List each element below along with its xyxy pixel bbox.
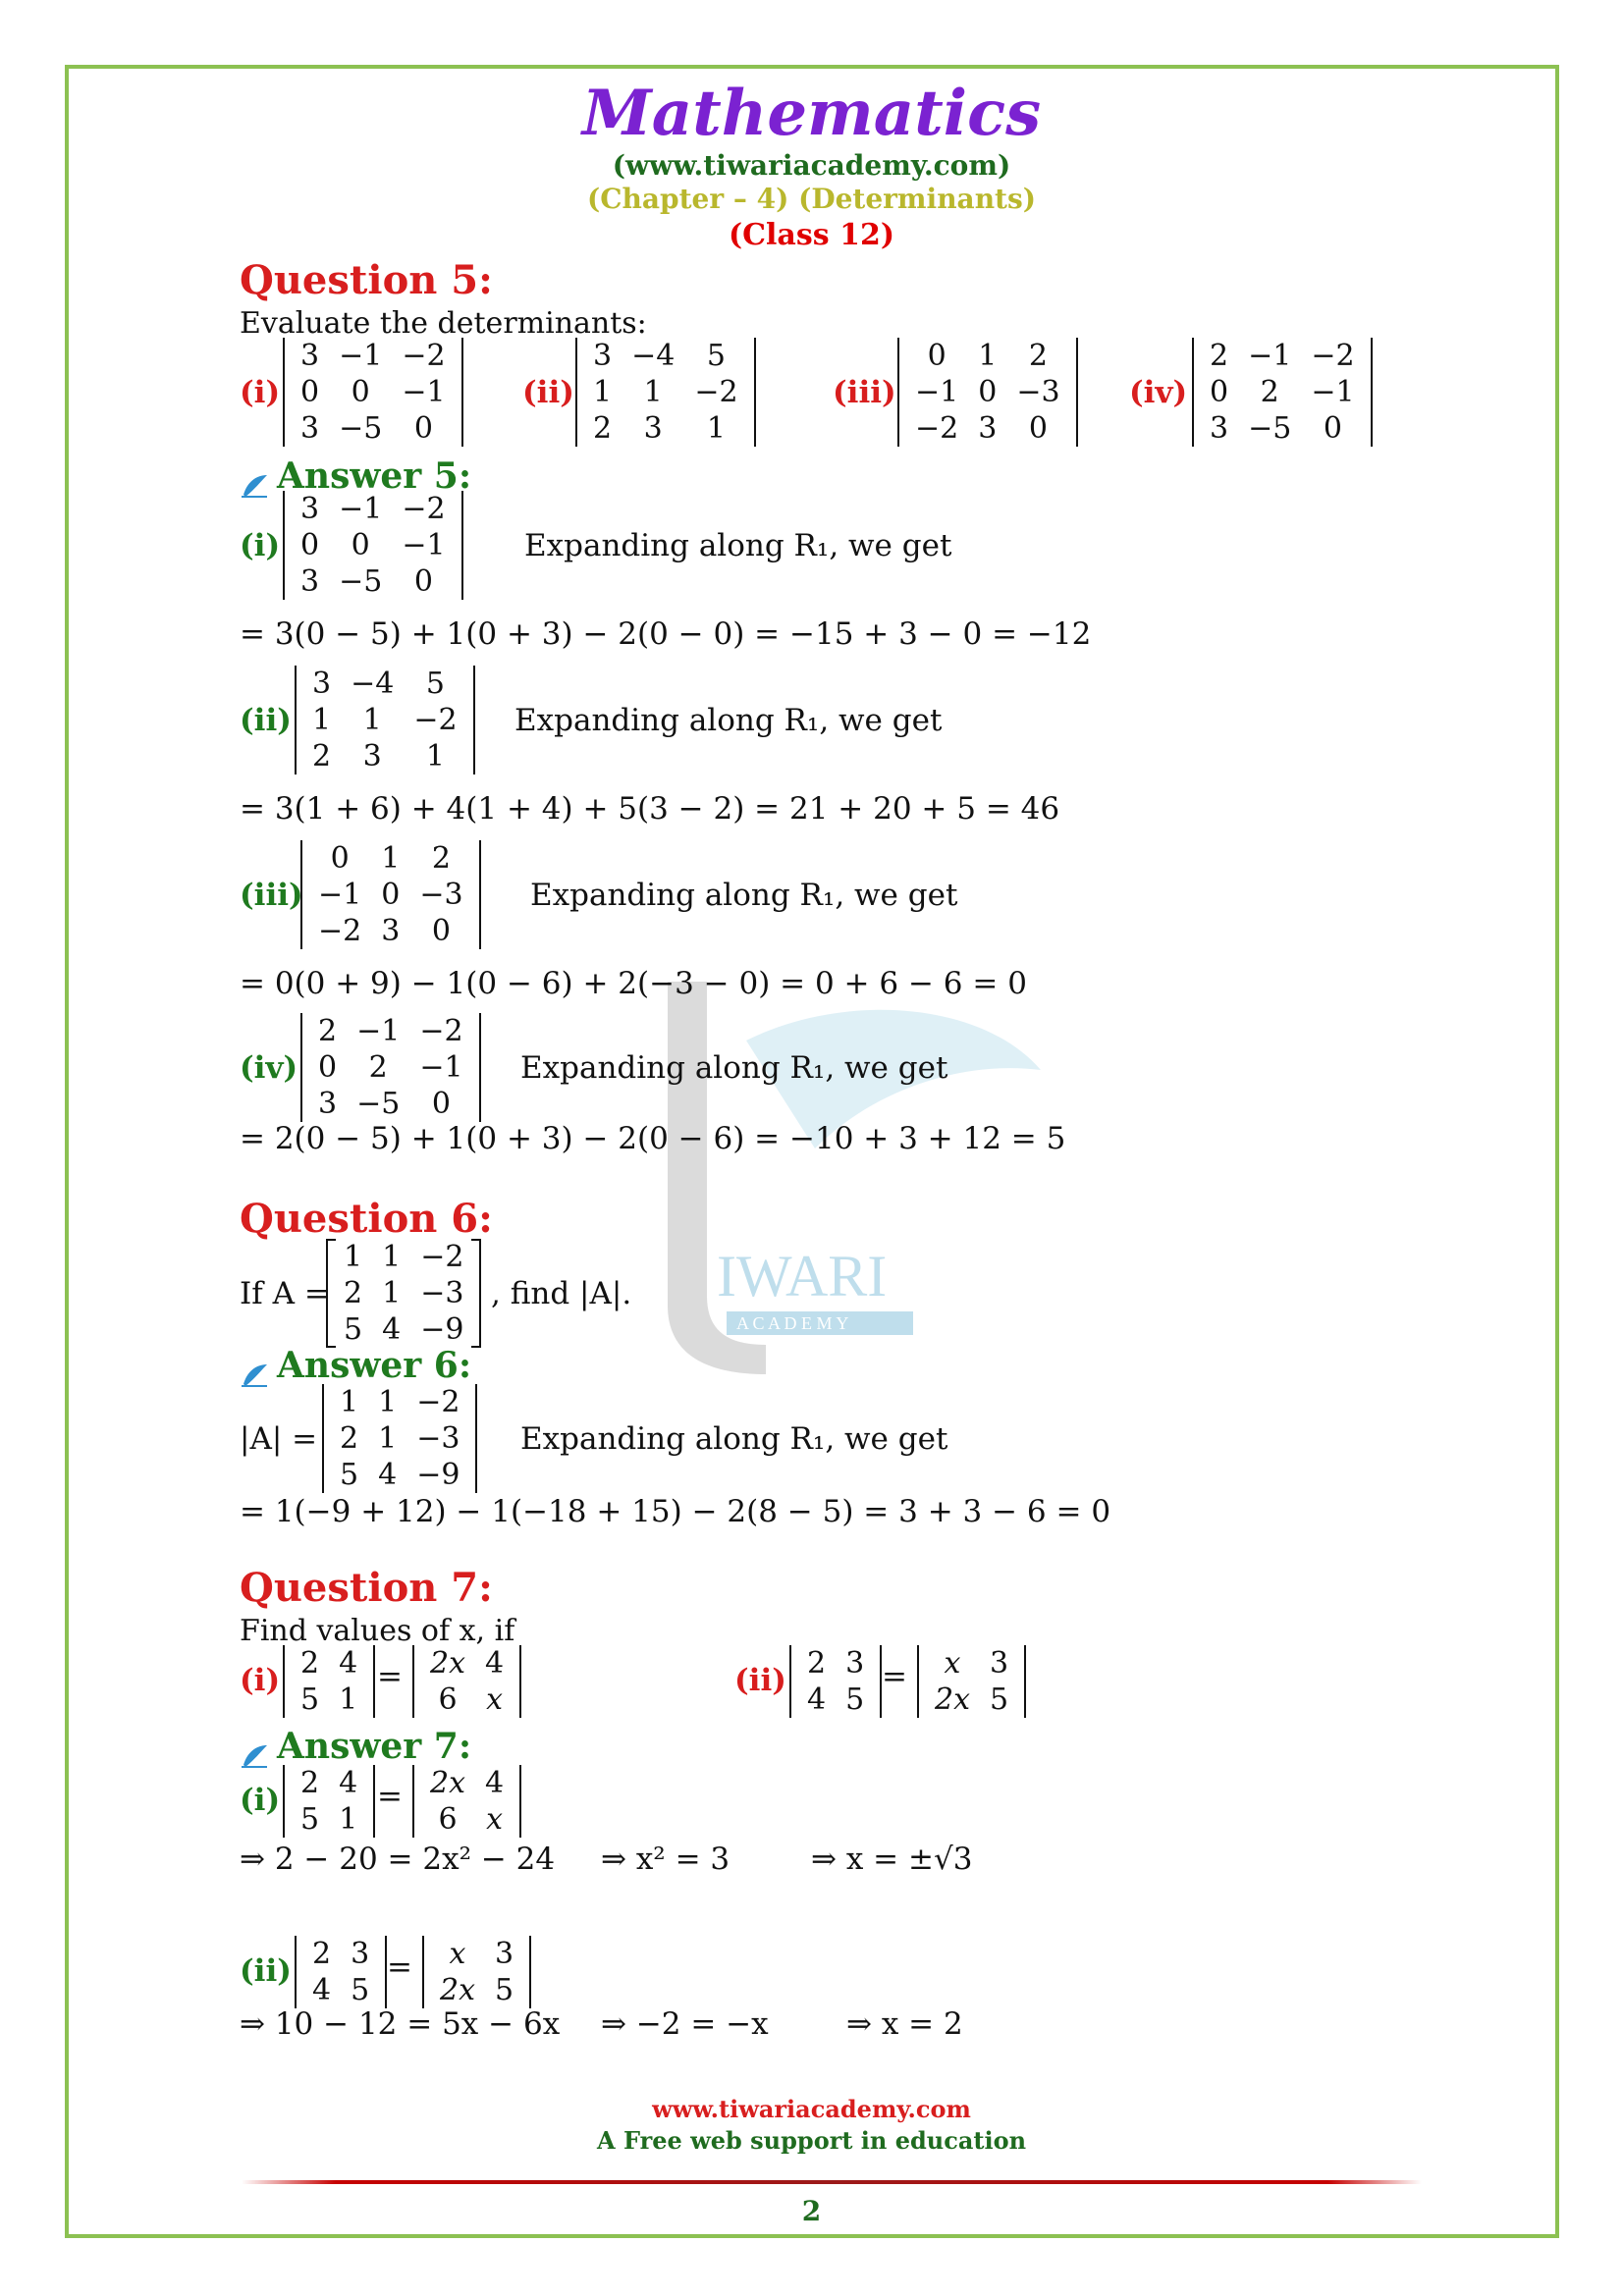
matrix-cell: 5 xyxy=(351,1973,370,2007)
matrix-cell: 3 xyxy=(381,914,401,948)
matrix-cell: 4 xyxy=(312,1973,332,2007)
q7-label-i: (i) xyxy=(240,1663,281,1698)
matrix-cell: 0 xyxy=(1210,375,1229,409)
matrix-cell: 0 xyxy=(381,878,401,912)
matrix-row xyxy=(291,527,456,563)
matrix-cell: −2 xyxy=(1311,339,1355,373)
matrix-cell: 1 xyxy=(362,703,382,737)
matrix-row xyxy=(797,1682,874,1718)
matrix-cell: −2 xyxy=(694,375,738,409)
matrix-cell: 0 xyxy=(927,339,947,373)
matrix-cell: −5 xyxy=(356,1087,401,1121)
matrix-cell: −2 xyxy=(402,339,446,373)
a7-label-ii: (ii) xyxy=(240,1953,292,1989)
matrix-cell: 5 xyxy=(300,1682,320,1717)
page-number: 2 xyxy=(801,2195,822,2227)
answer-5-label: Answer 5: xyxy=(277,455,472,497)
matrix-row xyxy=(291,1645,367,1682)
matrix-row xyxy=(291,1765,367,1801)
a7-i-step-3: ⇒ x = ±√3 xyxy=(811,1842,973,1877)
matrix-cell: 0 xyxy=(300,375,320,409)
a7-ii-left-determinant xyxy=(295,1936,387,2008)
matrix-cell: 3 xyxy=(300,339,320,373)
q7-ii-left-determinant xyxy=(789,1645,882,1718)
matrix-row xyxy=(291,338,456,374)
matrix-cell: 0 xyxy=(300,528,320,562)
matrix-row xyxy=(1200,338,1365,374)
matrix-cell: 3 xyxy=(318,1087,338,1121)
matrix-cell: 2 xyxy=(1260,375,1279,409)
q6-prefix: If A = xyxy=(240,1276,330,1311)
matrix-cell: 1 xyxy=(344,1240,363,1274)
matrix-cell: 1 xyxy=(643,375,663,409)
a7-i-step-2: ⇒ x² = 3 xyxy=(601,1842,730,1877)
matrix-cell: 1 xyxy=(312,703,332,737)
matrix-cell: 2 xyxy=(1028,339,1048,373)
matrix-cell: −1 xyxy=(402,528,446,562)
matrix-cell: x xyxy=(486,1802,504,1837)
matrix-cell: 0 xyxy=(1028,411,1048,446)
a7-i-right-determinant xyxy=(412,1765,521,1838)
matrix-row xyxy=(420,1682,514,1718)
matrix-cell: −4 xyxy=(631,339,676,373)
matrix-cell: −9 xyxy=(420,1312,464,1347)
matrix-cell: 1 xyxy=(382,1240,402,1274)
answer-7-heading xyxy=(240,1726,471,1767)
a5-label-iv: (iv) xyxy=(240,1050,298,1086)
matrix-row xyxy=(420,1801,514,1838)
matrix-cell: 2 xyxy=(368,1050,388,1085)
matrix-row xyxy=(420,1765,514,1801)
matrix-cell: 0 xyxy=(330,841,350,876)
matrix-cell: −2 xyxy=(419,1014,463,1048)
matrix-cell: 2 xyxy=(593,411,613,446)
matrix-cell: −1 xyxy=(339,339,383,373)
matrix-cell: 4 xyxy=(382,1312,402,1347)
matrix-cell: 3 xyxy=(300,564,320,599)
a5-determinant-iii xyxy=(300,840,481,949)
matrix-cell: −1 xyxy=(1248,339,1292,373)
matrix-row xyxy=(302,1972,379,2008)
matrix-row xyxy=(291,374,456,410)
q7-prompt: Find values of x, if xyxy=(240,1614,515,1648)
matrix-cell: 2 xyxy=(300,1646,320,1681)
a5-label-iii: (iii) xyxy=(240,878,303,913)
matrix-cell: −1 xyxy=(356,1014,401,1048)
q6-suffix: , find |A|. xyxy=(491,1276,632,1311)
q5-label-iv: (iv) xyxy=(1129,375,1188,410)
matrix-cell: −1 xyxy=(419,1050,463,1085)
a5-result-iv: = 2(0 − 5) + 1(0 + 3) − 2(0 − 6) = −10 + 3 + 12 = 5 xyxy=(240,1121,1066,1156)
matrix-cell: −1 xyxy=(402,375,446,409)
a5-expand-ii: Expanding along R₁, we get xyxy=(514,703,943,738)
question-5-prompt: Evaluate the determinants: xyxy=(240,306,647,341)
matrix-cell: 3 xyxy=(593,339,613,373)
matrix-cell: 3 xyxy=(351,1937,370,1971)
matrix-row xyxy=(334,1311,473,1348)
a7-i-left-determinant xyxy=(283,1765,375,1838)
matrix-cell: 0 xyxy=(351,528,370,562)
matrix-cell: −1 xyxy=(1311,375,1355,409)
page-title: Mathematics xyxy=(581,77,1042,150)
a5-label-i: (i) xyxy=(240,528,281,563)
matrix-cell: 1 xyxy=(382,1276,402,1310)
matrix-cell: 2 xyxy=(807,1646,827,1681)
answer-6-heading xyxy=(240,1345,471,1386)
matrix-cell: 4 xyxy=(485,1646,505,1681)
matrix-cell: −1 xyxy=(339,492,383,526)
watermark-sub: A C A D E M Y xyxy=(736,1313,849,1333)
q5-determinant-i xyxy=(283,338,463,447)
matrix-cell: 2 xyxy=(318,1014,338,1048)
matrix-cell: −2 xyxy=(402,492,446,526)
matrix-cell: 1 xyxy=(593,375,613,409)
matrix-cell: 1 xyxy=(378,1421,398,1456)
matrix-cell: 3 xyxy=(495,1937,514,1971)
matrix-cell: 2 xyxy=(1210,339,1229,373)
matrix-row xyxy=(905,410,1070,447)
matrix-row xyxy=(1200,374,1365,410)
matrix-row xyxy=(308,1086,473,1122)
matrix-cell: 1 xyxy=(339,1802,358,1837)
question-5-heading: Question 5: xyxy=(240,257,493,303)
q7-i-left-determinant xyxy=(283,1645,375,1718)
matrix-cell: 3 xyxy=(643,411,663,446)
matrix-cell: 1 xyxy=(381,841,401,876)
a5-label-ii: (ii) xyxy=(240,703,292,738)
matrix-cell: −9 xyxy=(416,1458,460,1492)
a5-expand-i: Expanding along R₁, we get xyxy=(524,528,952,563)
matrix-row xyxy=(334,1275,473,1311)
q6-matrix-a xyxy=(326,1239,481,1348)
matrix-row xyxy=(308,877,473,913)
matrix-row xyxy=(1200,410,1365,447)
matrix-row xyxy=(308,1013,473,1049)
a7-label-i: (i) xyxy=(240,1783,281,1818)
pen-icon xyxy=(240,1736,269,1762)
tiwari-academy-watermark xyxy=(628,982,1041,1394)
question-6-heading: Question 6: xyxy=(240,1196,493,1242)
matrix-row xyxy=(291,1801,367,1838)
answer-6-label: Answer 6: xyxy=(277,1345,472,1386)
matrix-row xyxy=(291,1682,367,1718)
q7-i-right-determinant xyxy=(412,1645,521,1718)
matrix-cell: 3 xyxy=(990,1646,1009,1681)
matrix-cell: 5 xyxy=(990,1682,1009,1717)
a6-determinant xyxy=(322,1384,477,1493)
matrix-row xyxy=(905,338,1070,374)
a5-expand-iii: Expanding along R₁, we get xyxy=(530,878,958,913)
q5-determinant-iv xyxy=(1192,338,1373,447)
q7-label-ii: (ii) xyxy=(734,1663,786,1698)
matrix-cell: 2x xyxy=(430,1646,466,1681)
matrix-cell: 5 xyxy=(495,1973,514,2007)
matrix-cell: 5 xyxy=(425,667,445,701)
matrix-row xyxy=(330,1384,469,1420)
matrix-cell: 3 xyxy=(300,492,320,526)
matrix-cell: 0 xyxy=(978,375,998,409)
q7-ii-equals: = xyxy=(882,1659,907,1694)
matrix-row xyxy=(583,374,748,410)
footer-divider xyxy=(242,2180,1422,2184)
matrix-cell: 4 xyxy=(807,1682,827,1717)
q5-label-ii: (ii) xyxy=(522,375,574,410)
matrix-row xyxy=(302,702,467,738)
q5-determinant-iii xyxy=(897,338,1078,447)
matrix-cell: 0 xyxy=(318,1050,338,1085)
matrix-cell: 0 xyxy=(351,375,370,409)
matrix-cell: −2 xyxy=(318,914,362,948)
a7-ii-right-determinant xyxy=(422,1936,531,2008)
a5-result-iii: = 0(0 + 9) − 1(0 − 6) + 2(−3 − 0) = 0 + 6 − 6 = 0 xyxy=(240,966,1027,1001)
matrix-cell: 2 xyxy=(312,1937,332,1971)
a5-expand-iv: Expanding along R₁, we get xyxy=(520,1050,948,1086)
matrix-cell: −3 xyxy=(416,1421,460,1456)
matrix-row xyxy=(302,1936,379,1972)
matrix-row xyxy=(430,1972,523,2008)
matrix-cell: −1 xyxy=(915,375,959,409)
answer-7-label: Answer 7: xyxy=(277,1726,472,1767)
pen-icon xyxy=(240,1356,269,1381)
watermark-text: IWARI xyxy=(717,1244,888,1308)
matrix-row xyxy=(291,410,456,447)
a6-prefix: |A| = xyxy=(240,1421,318,1457)
matrix-cell: 0 xyxy=(413,564,433,599)
matrix-cell: 5 xyxy=(845,1682,865,1717)
matrix-cell: 1 xyxy=(339,1682,358,1717)
matrix-cell: 3 xyxy=(362,739,382,774)
matrix-row xyxy=(308,913,473,949)
matrix-cell: 2 xyxy=(344,1276,363,1310)
matrix-row xyxy=(330,1420,469,1457)
a5-determinant-i xyxy=(283,491,463,600)
matrix-cell: −5 xyxy=(339,564,383,599)
matrix-cell: 2x xyxy=(935,1682,971,1717)
matrix-row xyxy=(330,1457,469,1493)
matrix-row xyxy=(302,738,467,774)
a6-result: = 1(−9 + 12) − 1(−18 + 15) − 2(8 − 5) = 3 + 3 − 6 = 0 xyxy=(240,1494,1111,1529)
matrix-cell: 5 xyxy=(344,1312,363,1347)
matrix-cell: 3 xyxy=(312,667,332,701)
matrix-row xyxy=(925,1645,1018,1682)
matrix-cell: −2 xyxy=(915,411,959,446)
question-7-heading: Question 7: xyxy=(240,1565,493,1611)
matrix-cell: −2 xyxy=(413,703,458,737)
a5-result-i: = 3(0 − 5) + 1(0 + 3) − 2(0 − 0) = −15 + 3 − 0 = −12 xyxy=(240,616,1092,652)
matrix-row xyxy=(797,1645,874,1682)
matrix-cell: x xyxy=(486,1682,504,1717)
matrix-row xyxy=(302,666,467,702)
matrix-cell: 0 xyxy=(1323,411,1342,446)
a7-i-step-1: ⇒ 2 − 20 = 2x² − 24 xyxy=(240,1842,556,1877)
header-chapter: (Chapter – 4) (Determinants) xyxy=(587,183,1036,215)
matrix-row xyxy=(925,1682,1018,1718)
matrix-cell: −3 xyxy=(1016,375,1060,409)
matrix-cell: 3 xyxy=(300,411,320,446)
footer-tagline: A Free web support in education xyxy=(596,2126,1027,2155)
matrix-cell: 3 xyxy=(1210,411,1229,446)
a7-ii-equals: = xyxy=(387,1949,412,1985)
matrix-cell: 4 xyxy=(485,1766,505,1800)
matrix-row xyxy=(583,338,748,374)
matrix-cell: 1 xyxy=(706,411,726,446)
matrix-cell: 4 xyxy=(339,1646,358,1681)
header-site: (www.tiwariacademy.com) xyxy=(612,149,1011,182)
a6-expand: Expanding along R₁, we get xyxy=(520,1421,948,1457)
matrix-cell: 1 xyxy=(425,739,445,774)
a5-determinant-ii xyxy=(295,666,475,774)
matrix-cell: 5 xyxy=(340,1458,359,1492)
matrix-row xyxy=(430,1936,523,1972)
q5-determinant-ii xyxy=(575,338,756,447)
matrix-cell: 4 xyxy=(339,1766,358,1800)
matrix-row xyxy=(291,491,456,527)
q5-label-iii: (iii) xyxy=(833,375,896,410)
matrix-cell: −4 xyxy=(351,667,395,701)
matrix-cell: 0 xyxy=(413,411,433,446)
matrix-cell: −5 xyxy=(339,411,383,446)
matrix-cell: 0 xyxy=(431,1087,451,1121)
matrix-cell: −2 xyxy=(420,1240,464,1274)
matrix-row xyxy=(905,374,1070,410)
matrix-cell: x xyxy=(449,1937,466,1971)
matrix-row xyxy=(308,840,473,877)
matrix-cell: x xyxy=(944,1646,961,1681)
matrix-cell: −5 xyxy=(1248,411,1292,446)
matrix-cell: 3 xyxy=(978,411,998,446)
matrix-row xyxy=(308,1049,473,1086)
matrix-cell: 5 xyxy=(300,1802,320,1837)
q7-i-equals: = xyxy=(377,1659,403,1694)
q5-label-i: (i) xyxy=(240,375,281,410)
matrix-cell: 2 xyxy=(312,739,332,774)
matrix-row xyxy=(420,1645,514,1682)
matrix-row xyxy=(583,410,748,447)
matrix-cell: 2 xyxy=(300,1766,320,1800)
matrix-cell: 1 xyxy=(378,1385,398,1419)
matrix-row xyxy=(291,563,456,600)
footer-site-link[interactable]: www.tiwariacademy.com xyxy=(652,2095,971,2123)
matrix-cell: 2 xyxy=(340,1421,359,1456)
a7-ii-step-2: ⇒ −2 = −x xyxy=(601,2006,769,2042)
a7-ii-step-3: ⇒ x = 2 xyxy=(846,2006,963,2042)
matrix-cell: 5 xyxy=(706,339,726,373)
a5-result-ii: = 3(1 + 6) + 4(1 + 4) + 5(3 − 2) = 21 + 20 + 5 = 46 xyxy=(240,791,1060,827)
matrix-cell: 6 xyxy=(438,1682,458,1717)
matrix-row xyxy=(334,1239,473,1275)
matrix-cell: 3 xyxy=(845,1646,865,1681)
q7-ii-right-determinant xyxy=(917,1645,1026,1718)
matrix-cell: −1 xyxy=(318,878,362,912)
matrix-cell: 2x xyxy=(430,1766,466,1800)
a5-determinant-iv xyxy=(300,1013,481,1122)
matrix-cell: −2 xyxy=(416,1385,460,1419)
matrix-cell: −3 xyxy=(420,1276,464,1310)
matrix-cell: 2x xyxy=(440,1973,476,2007)
header-class: (Class 12) xyxy=(728,218,895,252)
matrix-cell: 4 xyxy=(378,1458,398,1492)
pen-icon xyxy=(240,466,269,492)
matrix-cell: −3 xyxy=(419,878,463,912)
matrix-cell: 6 xyxy=(438,1802,458,1837)
matrix-cell: 1 xyxy=(340,1385,359,1419)
matrix-cell: 1 xyxy=(978,339,998,373)
matrix-cell: 2 xyxy=(431,841,451,876)
a7-ii-step-1: ⇒ 10 − 12 = 5x − 6x xyxy=(240,2006,561,2042)
matrix-cell: 0 xyxy=(431,914,451,948)
a7-i-equals: = xyxy=(377,1779,403,1814)
